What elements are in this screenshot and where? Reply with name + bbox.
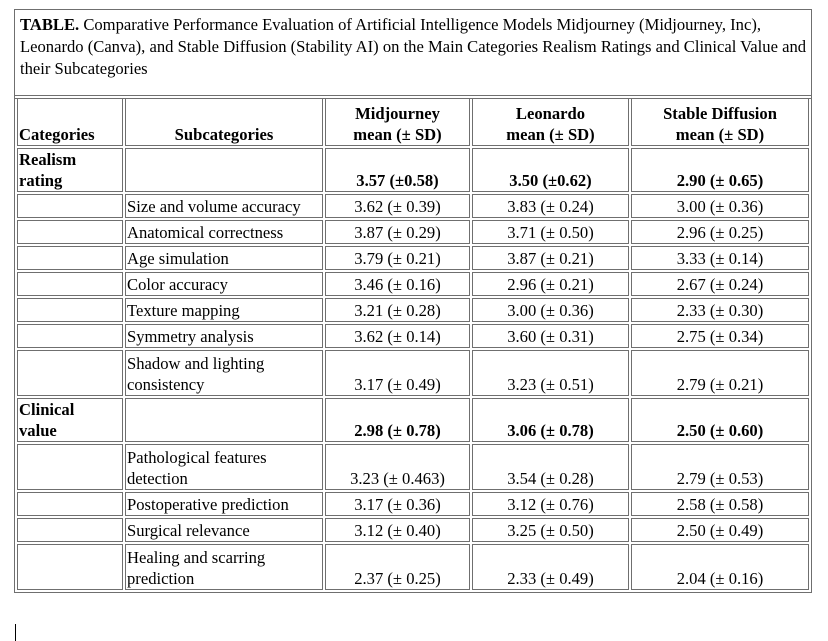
category-label: Clinical value: [17, 398, 123, 442]
stable-value: 2.50 (± 0.49): [631, 518, 809, 542]
leonardo-value: 3.25 (± 0.50): [472, 518, 629, 542]
leonardo-value: 2.33 (± 0.49): [472, 544, 629, 590]
category-leonardo-value: 3.06 (± 0.78): [472, 398, 629, 442]
subcategory-label: Healing and scarring prediction: [125, 544, 323, 590]
category-cell-empty: [17, 246, 123, 270]
table-row: [17, 544, 809, 590]
stable-value: 2.75 (± 0.34): [631, 324, 809, 348]
header-leonardo-stat: mean (± SD): [506, 125, 595, 144]
caption-text: Comparative Performance Evaluation of Artificial Intelligence Models Midjourney (Midjourney, Inc), Leonardo (Canva), and Stable Diffusion (Stability AI) on the Main Categories Realism Ratings and Clinical Value and their Subcategories: [20, 15, 807, 78]
midjourney-value: 3.46 (± 0.16): [325, 272, 470, 296]
midjourney-value: 3.23 (± 0.463): [325, 444, 470, 490]
subcategory-label: Age simulation: [125, 246, 323, 270]
header-leonardo-name: Leonardo: [515, 104, 586, 123]
category-cell-empty: [17, 350, 123, 396]
subcategory-label: Shadow and lighting consistency: [125, 350, 323, 396]
caption-label: TABLE.: [20, 15, 80, 34]
leonardo-value: 3.54 (± 0.28): [472, 444, 629, 490]
leonardo-value: 3.71 (± 0.50): [472, 220, 629, 244]
leonardo-value: 3.23 (± 0.51): [472, 350, 629, 396]
table-caption: [14, 9, 812, 99]
category-row: [17, 398, 809, 442]
category-cell-empty: [17, 220, 123, 244]
category-midjourney-value: 2.98 (± 0.78): [325, 398, 470, 442]
midjourney-value: 3.87 (± 0.29): [325, 220, 470, 244]
table-row: [17, 220, 809, 244]
results-table: [14, 95, 812, 593]
header-leonardo: [472, 98, 629, 146]
header-stable-name: Stable Diffusion: [663, 104, 777, 123]
stable-value: 3.00 (± 0.36): [631, 194, 809, 218]
leonardo-value: 3.83 (± 0.24): [472, 194, 629, 218]
header-subcategories: Subcategories: [125, 98, 323, 146]
stable-value: 2.58 (± 0.58): [631, 492, 809, 516]
category-cell-empty: [17, 298, 123, 322]
subcategory-label: Anatomical correctness: [125, 220, 323, 244]
category-stable-value: 2.50 (± 0.60): [631, 398, 809, 442]
midjourney-value: 3.12 (± 0.40): [325, 518, 470, 542]
midjourney-value: 3.17 (± 0.36): [325, 492, 470, 516]
midjourney-value: 3.21 (± 0.28): [325, 298, 470, 322]
stable-value: 2.04 (± 0.16): [631, 544, 809, 590]
table-body: [17, 148, 809, 590]
category-stable-value: 2.90 (± 0.65): [631, 148, 809, 192]
stable-value: 2.96 (± 0.25): [631, 220, 809, 244]
leonardo-value: 3.12 (± 0.76): [472, 492, 629, 516]
category-cell-empty: [17, 194, 123, 218]
stable-value: 2.33 (± 0.30): [631, 298, 809, 322]
subcategory-label: Surgical relevance: [125, 518, 323, 542]
midjourney-value: 3.79 (± 0.21): [325, 246, 470, 270]
subcategory-label: Texture mapping: [125, 298, 323, 322]
midjourney-value: 3.62 (± 0.14): [325, 324, 470, 348]
header-categories: Categories: [17, 98, 123, 146]
results-table-wrapper: [14, 95, 812, 593]
table-row: [17, 272, 809, 296]
subcategory-cell-empty: [125, 398, 323, 442]
subcategory-label: Postoperative prediction: [125, 492, 323, 516]
text-cursor: [15, 624, 16, 641]
header-midjourney: [325, 98, 470, 146]
table-row: [17, 298, 809, 322]
subcategory-label: Size and volume accuracy: [125, 194, 323, 218]
header-midjourney-stat: mean (± SD): [353, 125, 442, 144]
table-row: [17, 350, 809, 396]
header-stable-stat: mean (± SD): [675, 125, 765, 144]
table-row: [17, 324, 809, 348]
stable-value: 3.33 (± 0.14): [631, 246, 809, 270]
leonardo-value: 3.00 (± 0.36): [472, 298, 629, 322]
table-row: [17, 492, 809, 516]
midjourney-value: 3.17 (± 0.49): [325, 350, 470, 396]
category-label: Realism rating: [17, 148, 123, 192]
subcategory-cell-empty: [125, 148, 323, 192]
category-cell-empty: [17, 324, 123, 348]
header-midjourney-name: Midjourney: [355, 104, 440, 123]
table-row: [17, 444, 809, 490]
category-midjourney-value: 3.57 (±0.58): [325, 148, 470, 192]
leonardo-value: 3.87 (± 0.21): [472, 246, 629, 270]
category-cell-empty: [17, 272, 123, 296]
table-row: [17, 194, 809, 218]
category-cell-empty: [17, 544, 123, 590]
midjourney-value: 2.37 (± 0.25): [325, 544, 470, 590]
subcategory-label: Pathological features detection: [125, 444, 323, 490]
stable-value: 2.79 (± 0.21): [631, 350, 809, 396]
category-leonardo-value: 3.50 (±0.62): [472, 148, 629, 192]
category-row: [17, 148, 809, 192]
header-row: [17, 98, 809, 146]
midjourney-value: 3.62 (± 0.39): [325, 194, 470, 218]
table-row: [17, 246, 809, 270]
subcategory-label: Symmetry analysis: [125, 324, 323, 348]
table-row: [17, 518, 809, 542]
stable-value: 2.67 (± 0.24): [631, 272, 809, 296]
subcategory-label: Color accuracy: [125, 272, 323, 296]
leonardo-value: 2.96 (± 0.21): [472, 272, 629, 296]
leonardo-value: 3.60 (± 0.31): [472, 324, 629, 348]
category-cell-empty: [17, 518, 123, 542]
category-cell-empty: [17, 492, 123, 516]
category-cell-empty: [17, 444, 123, 490]
header-stable-diffusion: [631, 98, 809, 146]
stable-value: 2.79 (± 0.53): [631, 444, 809, 490]
